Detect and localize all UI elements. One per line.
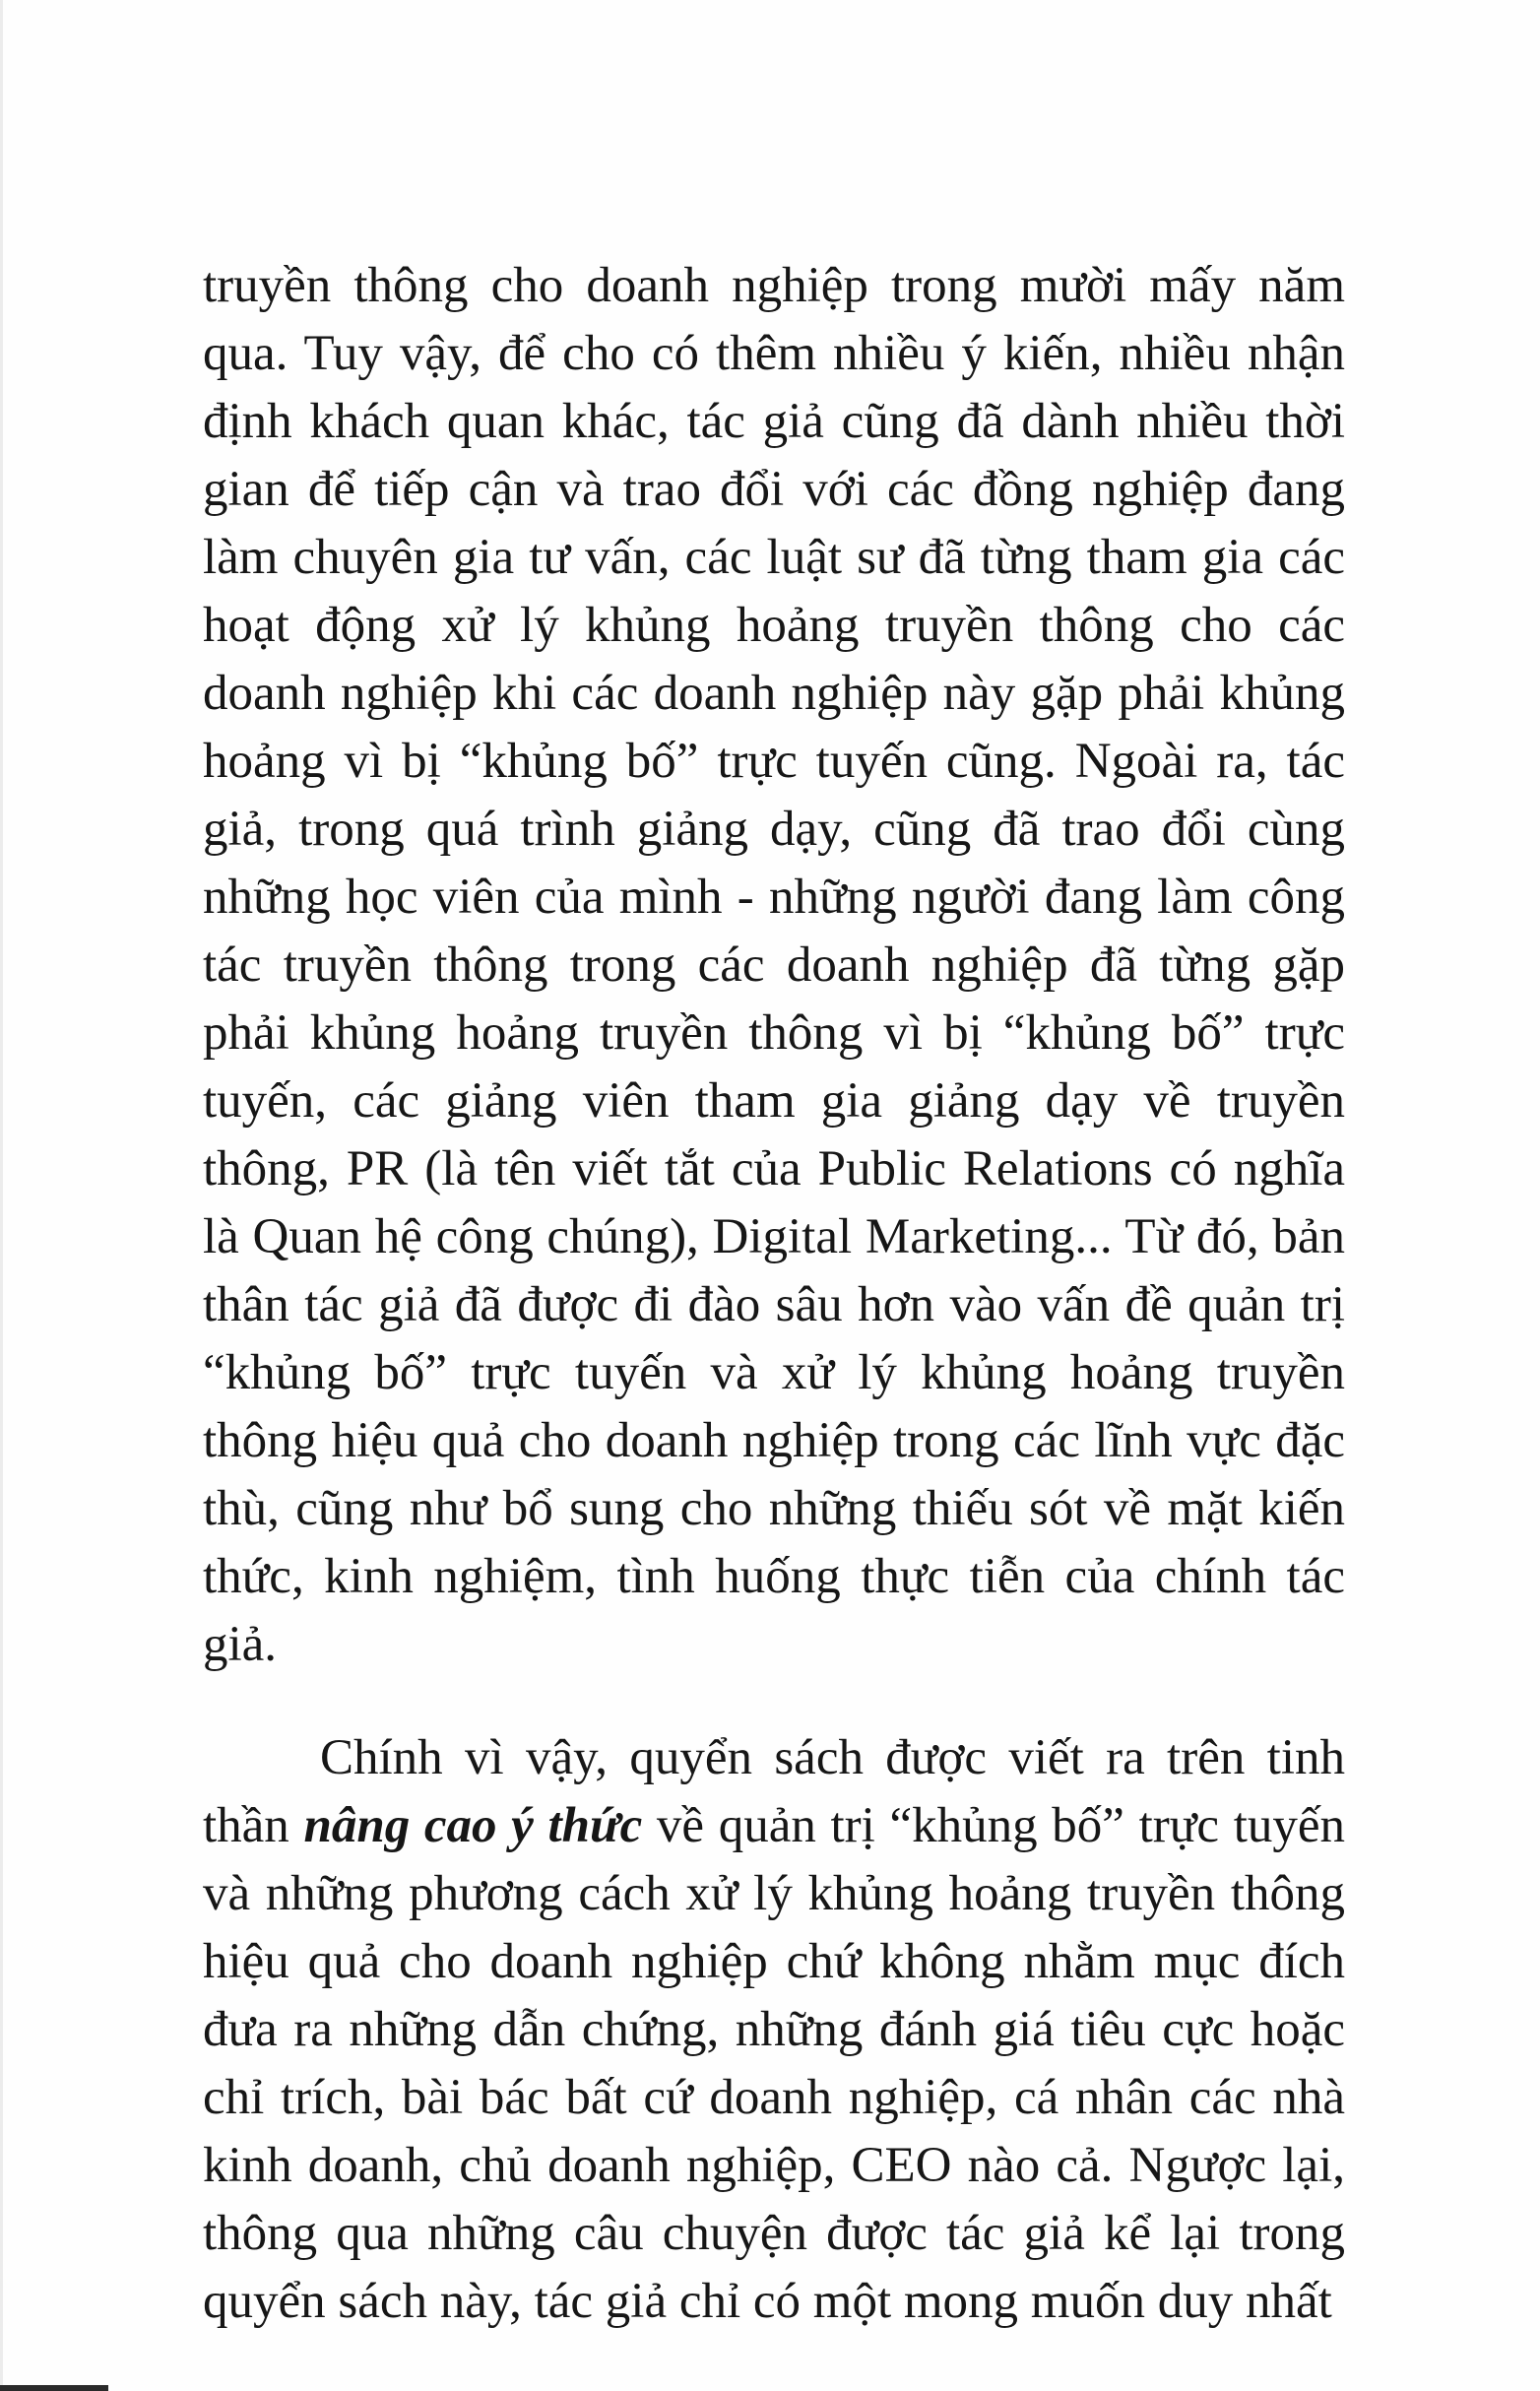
paragraph-2 (203, 1724, 1345, 2336)
paragraph-2-end: về quản trị “khủng bố” trực tuyến và những phương cách xử lý khủng hoảng truyền thông hiệu quả cho doanh nghiệp chứ không nhằm mục đích đưa ra những dẫn chứng, những đánh giá tiêu cực hoặc chỉ trích, bài bác bất cứ doanh nghiệp, cá nhân các nhà kinh doanh, chủ doanh nghiệp, CEO nào cả. Ngược lại, thông qua những câu chuyện được tác giả kể lại trong quyển sách này, tác giả chỉ có một mong muốn duy nhất (203, 1798, 1345, 2329)
paragraph-2-emphasis: nâng cao ý thức (303, 1798, 643, 1853)
paragraph-1: truyền thông cho doanh nghiệp trong mười mấy năm qua. Tuy vậy, để cho có thêm nhiều ý kiến, nhiều nhận định khách quan khác, tác giả cũng đã dành nhiều thời gian để tiếp cận và trao đổi với các đồng nghiệp đang làm chuyên gia tư vấn, các luật sư đã từng tham gia các hoạt động xử lý khủng hoảng truyền thông cho các doanh nghiệp khi các doanh nghiệp này gặp phải khủng hoảng vì bị “khủng bố” trực tuyến cũng. Ngoài ra, tác giả, trong quá trình giảng dạy, cũng đã trao đổi cùng những học viên của mình - những người đang làm công tác truyền thông trong các doanh nghiệp đã từng gặp phải khủng hoảng truyền thông vì bị “khủng bố” trực tuyến, các giảng viên tham gia giảng dạy về truyền thông, PR (là tên viết tắt của Public Relations có nghĩa là Quan hệ công chúng), Digital Marketing... Từ đó, bản thân tác giả đã được đi đào sâu hơn vào vấn đề quản trị “khủng bố” trực tuyến và xử lý khủng hoảng truyền thông hiệu quả cho doanh nghiệp trong các lĩnh vực đặc thù, cũng như bổ sung cho những thiếu sót về mặt kiến thức, kinh nghiệm, tình huống thực tiễn của chính tác giả. (203, 258, 1345, 1672)
page-bottom-mark (0, 2385, 108, 2391)
paragraph-2-start: Chính vì vậy, quyển sách được viết ra trên tinh thần (203, 1730, 1345, 1853)
body-text (203, 252, 1345, 2336)
page-edge-shadow (0, 0, 3, 2391)
